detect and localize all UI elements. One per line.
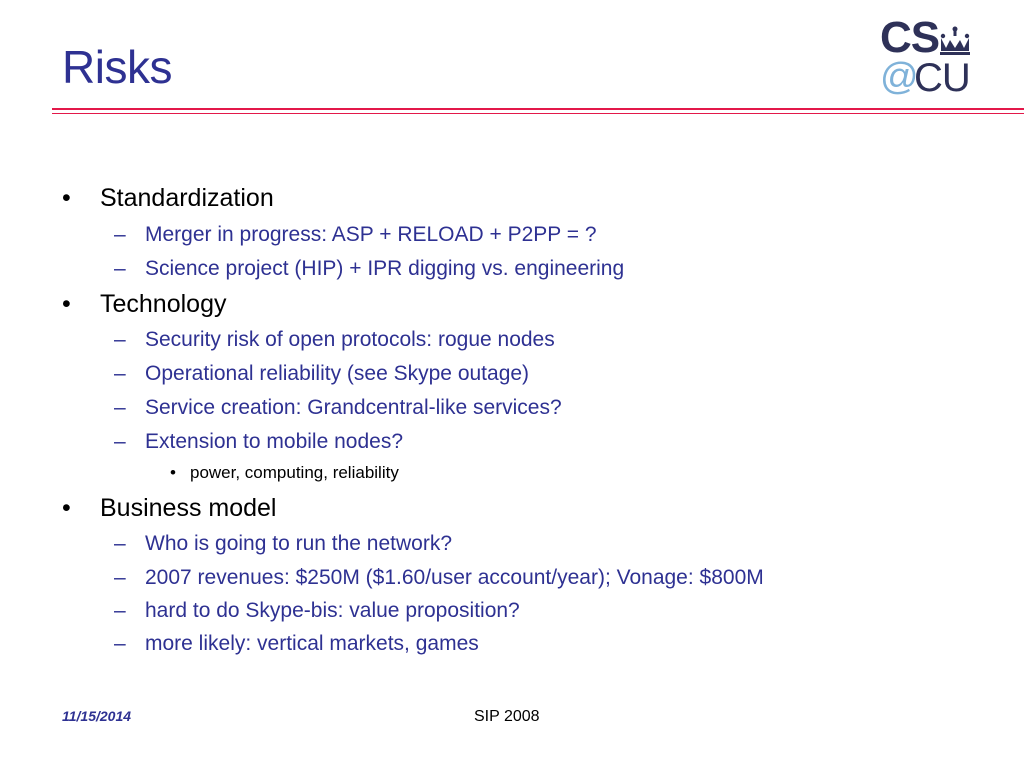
dash-marker: – xyxy=(114,396,126,419)
dash-marker: – xyxy=(114,223,126,246)
bullet-marker: • xyxy=(62,184,71,212)
footer-date: 11/15/2014 xyxy=(62,708,132,724)
sub-bullet-item xyxy=(114,566,764,590)
sub-bullet-text: 2007 revenues: $250M ($1.60/user account/year); Vonage: $800M xyxy=(145,566,764,589)
bullet-item xyxy=(62,184,274,213)
dash-marker: – xyxy=(114,566,126,589)
bullet-text: Standardization xyxy=(100,184,274,212)
sub-bullet-item xyxy=(114,257,624,281)
title-rule-thin xyxy=(52,113,1024,114)
sub-bullet-item xyxy=(114,532,452,556)
bullet-marker: • xyxy=(62,290,71,318)
sub-bullet-text: Science project (HIP) + IPR digging vs. engineering xyxy=(145,257,625,280)
sub-bullet-text: hard to do Skype-bis: value proposition? xyxy=(145,599,520,622)
sub-sub-bullet-text: power, computing, reliability xyxy=(190,463,399,482)
logo-cu-text: CU xyxy=(914,56,970,100)
sub-bullet-text: more likely: vertical markets, games xyxy=(145,632,479,655)
dash-marker: – xyxy=(114,257,126,280)
sub-bullet-text: Security risk of open protocols: rogue nodes xyxy=(145,328,555,351)
dash-marker: – xyxy=(114,328,126,351)
sub-bullet-item xyxy=(114,396,562,420)
sub-bullet-item xyxy=(114,362,529,386)
sub-bullet-item xyxy=(114,632,479,656)
sub-bullet-item xyxy=(114,328,555,352)
dash-marker: – xyxy=(114,532,126,555)
dash-marker: – xyxy=(114,430,126,453)
bullet-text: Business model xyxy=(100,494,277,522)
bullet-text: Technology xyxy=(100,290,227,318)
bullet-marker: • xyxy=(62,494,71,522)
sub-bullet-text: Who is going to run the network? xyxy=(145,532,453,555)
footer-title: SIP 2008 xyxy=(474,708,540,725)
sub-bullet-text: Operational reliability (see Skype outage) xyxy=(145,362,530,385)
dash-marker: – xyxy=(114,632,126,655)
sub-bullet-text: Merger in progress: ASP + RELOAD + P2PP = ? xyxy=(145,223,597,246)
sub-sub-bullet-item xyxy=(170,463,399,483)
crown-icon xyxy=(938,26,972,56)
sub-bullet-item xyxy=(114,223,597,247)
sub-bullet-item xyxy=(114,430,403,454)
bullet-item xyxy=(62,290,226,319)
sub-bullet-text: Extension to mobile nodes? xyxy=(145,430,403,453)
dash-marker: – xyxy=(114,362,126,385)
logo-cs-text: CS xyxy=(880,13,940,62)
logo-at-symbol: @ xyxy=(880,56,919,98)
sub-bullet-text: Service creation: Grandcentral-like services? xyxy=(145,396,562,419)
bullet-marker: • xyxy=(170,463,176,482)
title-rule-thick xyxy=(52,108,1024,110)
dash-marker: – xyxy=(114,599,126,622)
slide-title: Risks xyxy=(62,41,172,93)
bullet-item xyxy=(62,494,276,523)
sub-bullet-item xyxy=(114,599,520,623)
cs-at-cu-logo xyxy=(878,14,978,98)
